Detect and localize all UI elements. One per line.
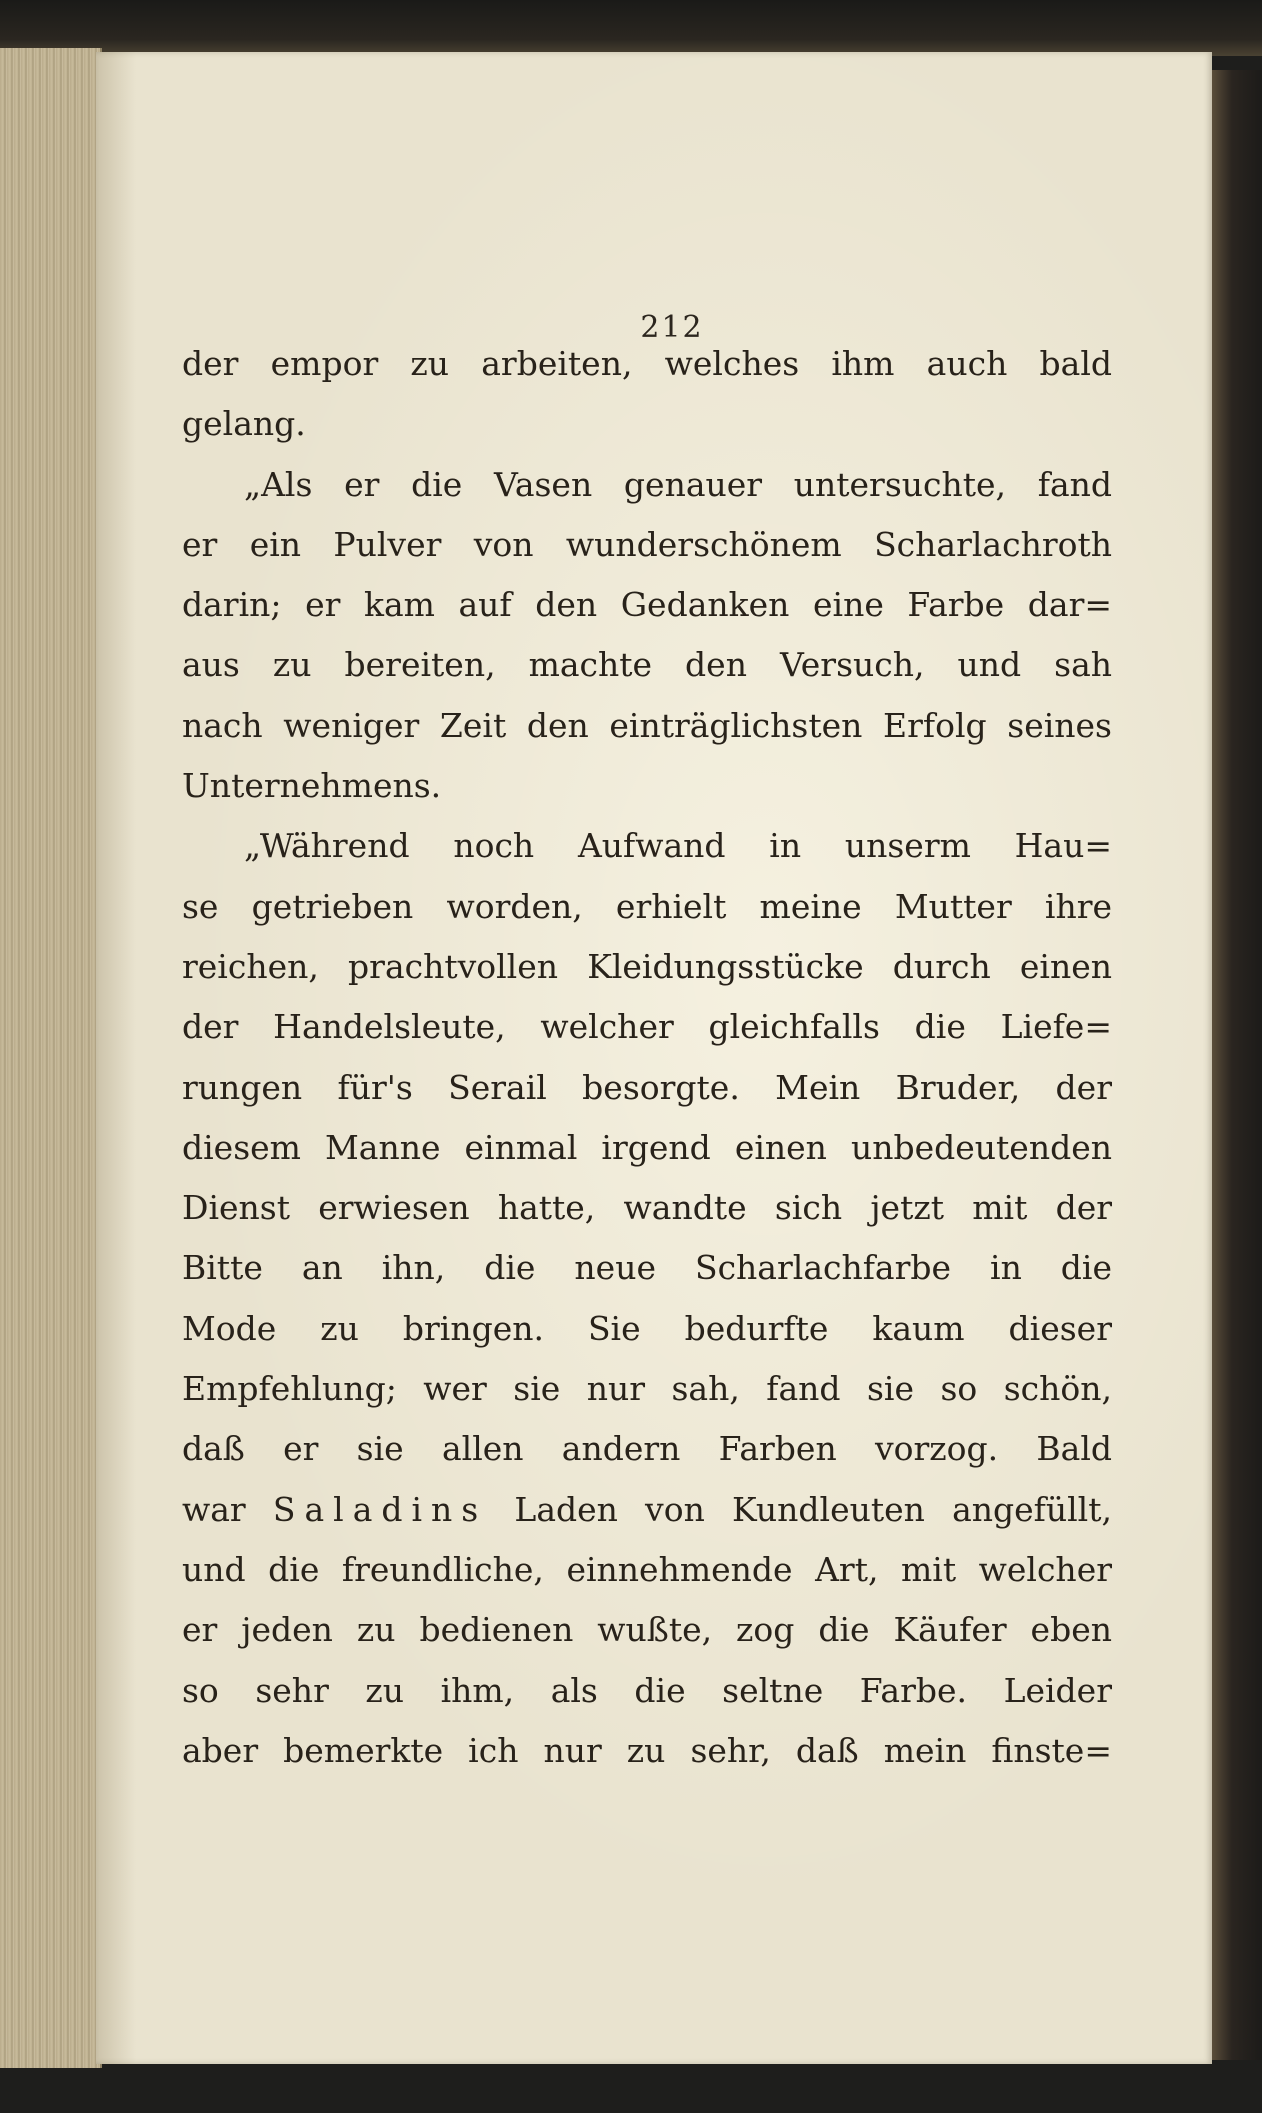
- text-line: reichen, prachtvollen Kleidungsstücke durch einen: [182, 946, 1112, 986]
- text-line: so sehr zu ihm, als die seltne Farbe. Leider: [182, 1670, 1112, 1710]
- text-line: darin; er kam auf den Gedanken eine Farbe dar=: [182, 585, 1112, 625]
- text-line: aber bemerkte ich nur zu sehr, daß mein finste=: [182, 1730, 1112, 1770]
- text-line: Unternehmens.: [182, 766, 442, 806]
- text-fragment: war: [182, 1489, 246, 1529]
- text-line: gelang.: [182, 404, 306, 444]
- page-number: 212: [640, 310, 704, 345]
- body-text: [182, 334, 1112, 1781]
- text-line: nach weniger Zeit den einträglichsten Erfolg seines: [182, 705, 1112, 745]
- text-line: Dienst erwiesen hatte, wandte sich jetzt mit der: [182, 1188, 1112, 1228]
- text-line: der empor zu arbeiten, welches ihm auch bald: [182, 344, 1112, 383]
- text-line: „Als er die Vasen genauer untersuchte, fand: [244, 464, 1112, 504]
- text-line: er ein Pulver von wunderschönem Scharlachroth: [182, 524, 1112, 564]
- text-line: der Handelsleute, welcher gleichfalls die Liefe=: [182, 1007, 1112, 1047]
- emphasized-name: Saladins: [272, 1489, 488, 1529]
- text-line: diesem Manne einmal irgend einen unbedeutenden: [182, 1127, 1112, 1167]
- book-cover-top: [0, 0, 1262, 56]
- book-right-edge: [1212, 70, 1262, 2060]
- text-line: daß er sie allen andern Farben vorzog. Bald: [182, 1429, 1112, 1469]
- text-line: Empfehlung; wer sie nur sah, fand sie so schön,: [182, 1369, 1112, 1409]
- text-line: [182, 1480, 1112, 1540]
- text-line: „Während noch Aufwand in unserm Hau=: [244, 826, 1112, 866]
- page-stack-edge: [0, 48, 102, 2068]
- text-line: Mode zu bringen. Sie bedurfte kaum dieser: [182, 1308, 1112, 1348]
- text-line: aus zu bereiten, machte den Versuch, und sah: [182, 645, 1112, 685]
- text-fragment: Laden von Kundleuten angefüllt,: [514, 1489, 1112, 1529]
- text-line: rungen für's Serail besorgte. Mein Bruder, der: [182, 1067, 1112, 1107]
- text-line: er jeden zu bedienen wußte, zog die Käufer eben: [182, 1610, 1112, 1650]
- text-line: se getrieben worden, erhielt meine Mutter ihre: [182, 886, 1112, 926]
- text-line: und die freundliche, einnehmende Art, mit welcher: [182, 1549, 1112, 1589]
- text-line: Bitte an ihn, die neue Scharlachfarbe in die: [182, 1248, 1112, 1288]
